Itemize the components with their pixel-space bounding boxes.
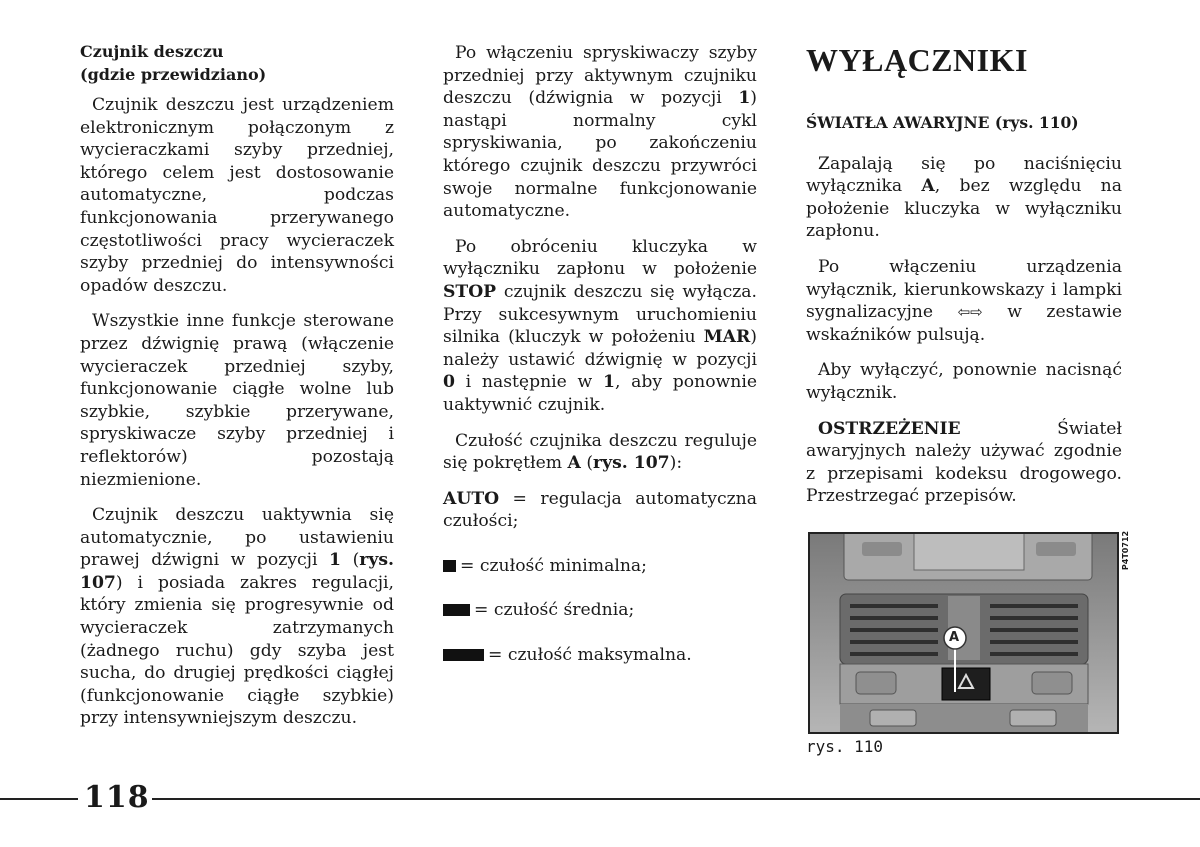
level-maximal: = czułość maksymalna.	[443, 644, 757, 667]
paragraph-washer-cycle: Po włączeniu spryskiwaczy szyby przedniej przy aktywnym czujniku deszczu (dźwignia w pozycji 1) nastąpi normalny cykl spryskiwania, po zakończeniu którego czujnik deszczu przywróci swoje normalne funkcjonowanie automatyczne.	[443, 43, 757, 222]
figure-marker-a: A	[949, 630, 960, 645]
paragraph-auto: AUTO = regulacja automatyczna czułości;	[443, 488, 757, 532]
column-2	[443, 42, 757, 689]
paragraph-sensitivity: Czułość czujnika deszczu reguluje się pokrętłem A (rys. 107):	[443, 430, 757, 474]
column-1	[80, 40, 394, 743]
paragraph-other-functions: Wszystkie inne funkcje sterowane przez dźwignię prawą (włączenie wycieraczek przedniej szyby, funkcjonowanie ciągłe wolne lub szybkie, szybkie przerywane, spryskiwacze szyby przedniej i reflektorów) pozostają niezmienione.	[80, 311, 394, 490]
square-1-icon	[443, 560, 456, 572]
section-title: WYŁĄCZNIKI	[806, 42, 1028, 78]
footer-rule-left	[0, 798, 78, 800]
dashboard-illustration	[810, 534, 1117, 732]
square-2-icon	[443, 604, 470, 616]
level-medium: = czułość średnia;	[443, 599, 757, 622]
turn-signal-arrows-icon: ⇦⇨	[957, 303, 983, 322]
paragraph-activation: Czujnik deszczu uaktywnia się automatycznie, po ustawieniu prawej dźwigni w pozycji 1 (rys. 107) i posiada zakres regulacji, który zmienia się progresywnie od wycieraczek zatrzymanych (żadnego ruchu) gdy szyba jest sucha, do drugiej prędkości ciągłej (funkcjonowanie ciągłe szybkie) przy intensywniejszym deszczu.	[80, 505, 394, 729]
dashboard-photo	[808, 532, 1119, 734]
level-minimal: = czułość minimalna;	[443, 555, 757, 578]
section-heading-rain-sensor	[80, 40, 394, 86]
page-number: 118	[84, 780, 150, 815]
paragraph-hazard-blink: Po włączeniu urządzenia wyłącznik, kierunkowskazy i lampki sygnalizacyjne ⇦⇨ w zestawie wskaźników pulsują.	[806, 256, 1122, 345]
paragraph-ignition-off: Po obróceniu kluczyka w wyłączniku zapłonu w położenie STOP czujnik deszczu się wyłącza. Przy sukcesywnym uruchomieniu silnika (kluczyk w położeniu MAR) należy ustawić dźwignię w pozycji 0 i następnie w 1, aby ponownie uaktywnić czujnik.	[443, 236, 757, 415]
paragraph-rain-sensor-intro: Czujnik deszczu jest urządzeniem elektronicznym połączonym z wycieraczkami szyby przedniej, którego celem jest dostosowanie automatyczne, podczas funkcjonowania przerywanego częstotliwości pracy wycieraczek szyby przedniej do intensywności opadów deszczu.	[80, 95, 394, 296]
paragraph-hazard-off: Aby wyłączyć, ponownie nacisnąć wyłącznik.	[806, 360, 1122, 403]
heading-line-2: (gdzie przewidziano)	[80, 65, 267, 84]
heading-line-1: Czujnik deszczu	[80, 42, 224, 61]
column-3	[806, 36, 1122, 521]
figure-code: P4T0712	[1121, 530, 1131, 571]
footer-rule-right	[152, 798, 1200, 800]
square-3-icon	[443, 649, 484, 661]
subsection-title: ŚWIATŁA AWARYJNE (rys. 110)	[806, 113, 1079, 132]
paragraph-warning: OSTRZEŻENIE Świateł awaryjnych należy używać zgodnie z przepisami kodeksu drogowego. Przestrzegać przepisów.	[806, 418, 1122, 507]
paragraph-hazard-on: Zapalają się po naciśnięciu wyłącznika A, bez względu na położenie kluczyka w wyłączniku zapłonu.	[806, 153, 1122, 242]
figure-caption: rys. 110	[806, 737, 884, 756]
